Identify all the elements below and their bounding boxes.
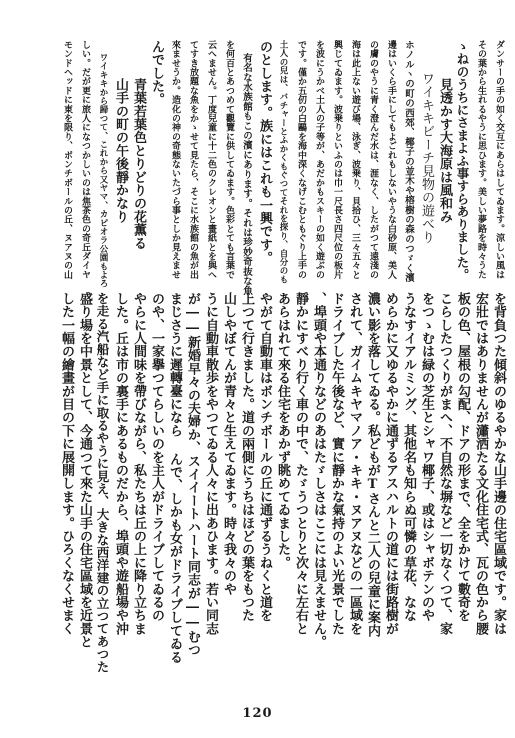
text-column: 板の色、屋根の勾配、ドアの形まで、全をかけて數奇を (455, 292, 470, 622)
text-column: 有名な水族館もこの濱にあります。それは珍妙奇抜な魚 (241, 53, 252, 296)
verse-heading: 見透かす大海原は風和み (437, 78, 452, 224)
text-column: 來ませうか。造化の神の奇態ないたづら事としか見えませ (170, 40, 180, 280)
text-column: 濃い影を落してゐる。私どもがTさんと二人の兒童に案内 (365, 292, 380, 638)
text-column: ワイキキから歸つて、これから又ヤマ、カピオラ公園もよろ (98, 53, 108, 288)
text-column: 土人の兒は、バチャーとふかくもぐつてそれを探り、自分のも (278, 40, 288, 284)
text-column: のとします。族にはこれも一興です。 (257, 40, 272, 265)
verse-heading: ワイキキビーチ見物の遊べり (419, 72, 434, 244)
text-column: うに自動車散歩をやつてゐる人々に出あひます。若い同志 (203, 292, 218, 636)
text-column: ドライブした午後など、實に靜かな氣持のよい光景でした (329, 292, 344, 636)
text-column: 上つて行きました。道の兩側にうちはほどの葉をもつた (239, 292, 254, 622)
text-column: されて、ガイムキヤマノア・キキ・ヌアヌなどの一區域を (347, 292, 362, 636)
text-column: めらかに又ゆるやかに通ずるアスハルトの道には街路樹が (383, 292, 398, 636)
text-column: やらに人間味を帶びながら、私たちは丘の上に降り立ちま (131, 292, 146, 636)
text-column: した。丘は市の裏手にあるものだから、埠頭や遊船場や沖 (113, 292, 128, 636)
text-column: てすき放題な魚をかゝせて見たら、そこに水族館の魚が出 (188, 40, 198, 280)
page-number: 120 (242, 706, 273, 721)
text-column: です。僅か五仞の白鷗を海中深くなげこむともぐり上手の (296, 40, 306, 280)
text-column: ダンサーの手の如く交互にあらはしてゐます。涼しい風は (494, 40, 504, 280)
text-column: モンドヘッドに東を限り、ボンチボールの丘、ヌアヌの山 (62, 40, 72, 280)
verse-heading: 山手の町の午後靜かなり (113, 78, 128, 224)
text-column: を走る汽船など手に取るやうに見え、大きな西洋建の立つてあつた (95, 292, 110, 673)
text-column: 盛り場を中景として、今通つて來た山手の住宅區域を近景と (77, 292, 92, 649)
text-column: 、埠頭や本通りなどのあはたゞしさはここには見えません。 (311, 292, 326, 649)
text-column: を何百とあつめて觀覽に供してゐます。色彩とても言葉で (224, 40, 234, 280)
text-column: やがて自動車はボンチボールの丘に通ずるうねくと道を (257, 292, 272, 622)
text-column: あらはれて來る住宅をあかず眺めてゐました。 (275, 292, 290, 570)
text-column: を波にうかべ土人の子等が、あだかもスキーの如く遊ぶの (314, 40, 324, 280)
text-column: こらしたつくりがまへ、不自然な塀など一切なくつて、家 (437, 292, 452, 636)
text-column: 邊はいくら手にしてもよごれもしないやうな白砂原、美人 (386, 40, 396, 280)
text-column: 云へません。丁度兒童に十二色のクレオンと畫紙とを與へ (206, 40, 216, 280)
text-column: まじさうに遲轉臺になら んで、しかも女がドライブしてゐる (167, 292, 182, 664)
text-column: をつゝむは緑の芝生とシャワ椰子、或はシャボテンのや (419, 292, 434, 622)
text-column: 興じてゐます。波乗りといふのは巾一尺長さ四尺位の板片 (332, 40, 342, 280)
text-column: しい。だが更に旅人になつかしいのは焦茶色の奇丘ダイヤ (80, 40, 90, 280)
text-column: ゝねのうちにさまよふ事すらありました。 (455, 40, 470, 282)
text-column: その葉から生れるやうに思ひます。美しい夢路を時々うた (476, 40, 486, 280)
text-column: のや、一家擧つてらしいのを主人がドライブしてゐるの (149, 292, 164, 622)
text-column: を背負つた傾斜のゆるやかな山手邊の住宅區域です。家は (491, 292, 506, 636)
text-column: んでした。 (149, 40, 164, 106)
text-column: 靜かにすべり行く車の中で、たゞうつとりと次々に左右と (293, 292, 308, 636)
text-column: の膚のやうに青く澄んだ水は、涯なく、したがつて遠淺の (368, 40, 378, 280)
text-column: うなすイアルミング、其他名も知らぬ可憐の草花、なな (401, 292, 416, 622)
text-column: が――新婚早々の夫婦か、スイイートハート同志が――むつ (185, 292, 200, 657)
text-column: 宏壯ではありませんが瀟洒たる文化住宅式、瓦の色から腰 (473, 292, 488, 636)
text-column: 山しやぼてんが青々と生えてゐます。時々我々のや (221, 292, 236, 596)
verse-heading: 青葉若葉色とりどりの花薫る (131, 78, 146, 250)
text-column: した一幅の繪畫が目の下に展開します。ひろくなくせまく (59, 292, 74, 636)
text-column: ホノルヽの町の西郊、椰子の並木や榕樹の森のつゞく濱 (403, 40, 414, 283)
text-column: 海は此上ない遊び場、泳ぎ、波乗り、貝拾ひ、三々五々と (350, 40, 360, 280)
